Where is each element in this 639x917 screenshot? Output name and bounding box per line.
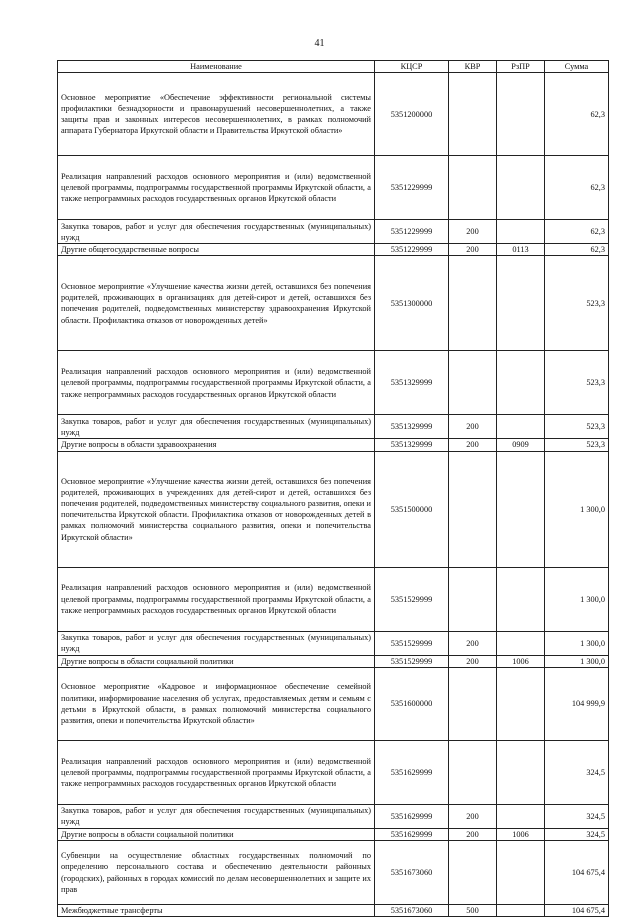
- row-kvr-cell: [449, 351, 497, 415]
- row-kvr-cell: [449, 667, 497, 740]
- table-row: [58, 655, 609, 667]
- row-rzpr-cell: 1006: [497, 828, 545, 840]
- row-sum-cell: 104 675,4: [545, 905, 609, 917]
- row-name-cell: Реализация направлений расходов основного мероприятия и (или) ведомственной целевой программы, подпрограммы государственной программы Иркутской области, а также непрограммных расходов государственных органов Иркутской области: [58, 156, 375, 220]
- table-row: [58, 156, 609, 220]
- table-header-row: [58, 61, 609, 73]
- row-kvr-cell: [449, 567, 497, 631]
- row-sum-cell: 62,3: [545, 156, 609, 220]
- row-name-cell: Другие вопросы в области здравоохранения: [58, 439, 375, 451]
- table-row: [58, 439, 609, 451]
- column-header-sum: Сумма: [545, 61, 609, 73]
- row-kvr-cell: 200: [449, 244, 497, 256]
- row-name-cell: Реализация направлений расходов основного мероприятия и (или) ведомственной целевой программы, подпрограммы государственной программы Иркутской области, а также непрограммных расходов государственных органов Иркутской области: [58, 351, 375, 415]
- row-kvr-cell: 200: [449, 804, 497, 828]
- row-name-cell: Закупка товаров, работ и услуг для обеспечения государственных (муниципальных) нужд: [58, 220, 375, 244]
- row-kcsr-cell: 5351629999: [375, 804, 449, 828]
- row-name-cell: Реализация направлений расходов основного мероприятия и (или) ведомственной целевой программы, подпрограммы государственной программы Иркутской области, а также непрограммных расходов государственных органов Иркутской области: [58, 567, 375, 631]
- budget-table: [57, 60, 609, 917]
- row-kcsr-cell: 5351229999: [375, 156, 449, 220]
- row-rzpr-cell: [497, 256, 545, 351]
- row-rzpr-cell: [497, 667, 545, 740]
- row-kvr-cell: [449, 73, 497, 156]
- row-kvr-cell: 200: [449, 655, 497, 667]
- row-kcsr-cell: 5351629999: [375, 740, 449, 804]
- row-name-cell: Основное мероприятие «Улучшение качества жизни детей, оставшихся без попечения родителей, проживающих в организациях для детей-сирот и детей, оставшихся без попечения родителей, подведомственных министерству здравоохранения Иркутской области. Профилактика отказов от новорожденных детей»: [58, 256, 375, 351]
- row-name-cell: Основное мероприятие «Кадровое и информационное обеспечение семейной политики, информирование населения об услугах, предоставляемых детям и семьям с детьми в Иркутской области, в рамках полномочий министерства социального развития, опеки и попечительства Иркутской области»: [58, 667, 375, 740]
- row-name-cell: Реализация направлений расходов основного мероприятия и (или) ведомственной целевой программы, подпрограммы государственной программы Иркутской области, а также непрограммных расходов государственных органов Иркутской области: [58, 740, 375, 804]
- table-row: [58, 220, 609, 244]
- row-rzpr-cell: [497, 351, 545, 415]
- table-row: [58, 667, 609, 740]
- row-kvr-cell: [449, 256, 497, 351]
- row-rzpr-cell: 1006: [497, 655, 545, 667]
- row-name-cell: Другие вопросы в области социальной политики: [58, 655, 375, 667]
- row-sum-cell: 523,3: [545, 439, 609, 451]
- table-row: [58, 451, 609, 567]
- row-kvr-cell: 200: [449, 828, 497, 840]
- row-name-cell: Другие вопросы в области социальной политики: [58, 828, 375, 840]
- row-kcsr-cell: 5351673060: [375, 841, 449, 905]
- column-header-name: Наименование: [58, 61, 375, 73]
- row-sum-cell: 523,3: [545, 351, 609, 415]
- row-sum-cell: 104 675,4: [545, 841, 609, 905]
- row-rzpr-cell: [497, 415, 545, 439]
- row-sum-cell: 1 300,0: [545, 451, 609, 567]
- row-sum-cell: 324,5: [545, 740, 609, 804]
- row-sum-cell: 523,3: [545, 256, 609, 351]
- row-kcsr-cell: 5351600000: [375, 667, 449, 740]
- table-row: [58, 804, 609, 828]
- row-kvr-cell: 200: [449, 220, 497, 244]
- row-kcsr-cell: 5351229999: [375, 244, 449, 256]
- row-name-cell: Закупка товаров, работ и услуг для обеспечения государственных (муниципальных) нужд: [58, 415, 375, 439]
- row-kcsr-cell: 5351329999: [375, 439, 449, 451]
- row-sum-cell: 1 300,0: [545, 567, 609, 631]
- row-name-cell: Основное мероприятие «Обеспечение эффективности региональной системы профилактики безнадзорности и правонарушений несовершеннолетних, а также защиты прав и законных интересов несовершеннолетних, в рамках полномочий аппарата Губернатора Иркутской области и Правительства Иркутской области»: [58, 73, 375, 156]
- table-row: [58, 905, 609, 917]
- row-rzpr-cell: [497, 156, 545, 220]
- row-rzpr-cell: [497, 567, 545, 631]
- row-kcsr-cell: 5351673060: [375, 905, 449, 917]
- row-kvr-cell: 200: [449, 439, 497, 451]
- row-kcsr-cell: 5351229999: [375, 220, 449, 244]
- row-kvr-cell: 500: [449, 905, 497, 917]
- table-row: [58, 244, 609, 256]
- table-body: [58, 73, 609, 917]
- row-rzpr-cell: [497, 451, 545, 567]
- row-sum-cell: 1 300,0: [545, 655, 609, 667]
- row-name-cell: Субвенции на осуществление областных государственных полномочий по определению персонального состава и обеспечению деятельности районных (городских), районных в городах комиссий по делам несовершеннолетних и защите их прав: [58, 841, 375, 905]
- row-kvr-cell: [449, 451, 497, 567]
- row-kcsr-cell: 5351629999: [375, 828, 449, 840]
- row-sum-cell: 523,3: [545, 415, 609, 439]
- column-header-kvr: КВР: [449, 61, 497, 73]
- table-row: [58, 828, 609, 840]
- row-kvr-cell: 200: [449, 415, 497, 439]
- row-rzpr-cell: [497, 804, 545, 828]
- row-sum-cell: 62,3: [545, 73, 609, 156]
- row-kvr-cell: [449, 841, 497, 905]
- row-sum-cell: 1 300,0: [545, 631, 609, 655]
- table-row: [58, 256, 609, 351]
- row-rzpr-cell: [497, 631, 545, 655]
- table-row: [58, 841, 609, 905]
- row-rzpr-cell: [497, 841, 545, 905]
- row-rzpr-cell: [497, 905, 545, 917]
- row-sum-cell: 324,5: [545, 828, 609, 840]
- row-name-cell: Закупка товаров, работ и услуг для обеспечения государственных (муниципальных) нужд: [58, 631, 375, 655]
- row-kcsr-cell: 5351300000: [375, 256, 449, 351]
- row-kcsr-cell: 5351200000: [375, 73, 449, 156]
- row-sum-cell: 62,3: [545, 244, 609, 256]
- row-kvr-cell: [449, 156, 497, 220]
- table-row: [58, 415, 609, 439]
- column-header-rzpr: РзПР: [497, 61, 545, 73]
- row-name-cell: Другие общегосударственные вопросы: [58, 244, 375, 256]
- row-kcsr-cell: 5351529999: [375, 567, 449, 631]
- table-row: [58, 73, 609, 156]
- row-rzpr-cell: 0113: [497, 244, 545, 256]
- row-sum-cell: 104 999,9: [545, 667, 609, 740]
- row-kvr-cell: 200: [449, 631, 497, 655]
- row-sum-cell: 62,3: [545, 220, 609, 244]
- row-name-cell: Закупка товаров, работ и услуг для обеспечения государственных (муниципальных) нужд: [58, 804, 375, 828]
- page-number: 41: [314, 38, 325, 49]
- row-kcsr-cell: 5351500000: [375, 451, 449, 567]
- row-kvr-cell: [449, 740, 497, 804]
- row-rzpr-cell: [497, 220, 545, 244]
- row-rzpr-cell: [497, 73, 545, 156]
- row-kcsr-cell: 5351529999: [375, 655, 449, 667]
- table-row: [58, 740, 609, 804]
- row-rzpr-cell: 0909: [497, 439, 545, 451]
- row-name-cell: Основное мероприятие «Улучшение качества жизни детей, оставшихся без попечения родителей, проживающих в учреждениях для детей-сирот и детей, оставшихся без попечения родителей, подведомственных министерству социального развития, опеки и попечительства Иркутской области. Профилактика отказов от новорожденных детей в рамках полномочий министерства социального развития, опеки и попечительства Иркутской области»: [58, 451, 375, 567]
- row-sum-cell: 324,5: [545, 804, 609, 828]
- table-row: [58, 567, 609, 631]
- row-kcsr-cell: 5351329999: [375, 351, 449, 415]
- row-kcsr-cell: 5351329999: [375, 415, 449, 439]
- column-header-kcsr: КЦСР: [375, 61, 449, 73]
- row-rzpr-cell: [497, 740, 545, 804]
- table-row: [58, 351, 609, 415]
- row-name-cell: Межбюджетные трансферты: [58, 905, 375, 917]
- row-kcsr-cell: 5351529999: [375, 631, 449, 655]
- table-row: [58, 631, 609, 655]
